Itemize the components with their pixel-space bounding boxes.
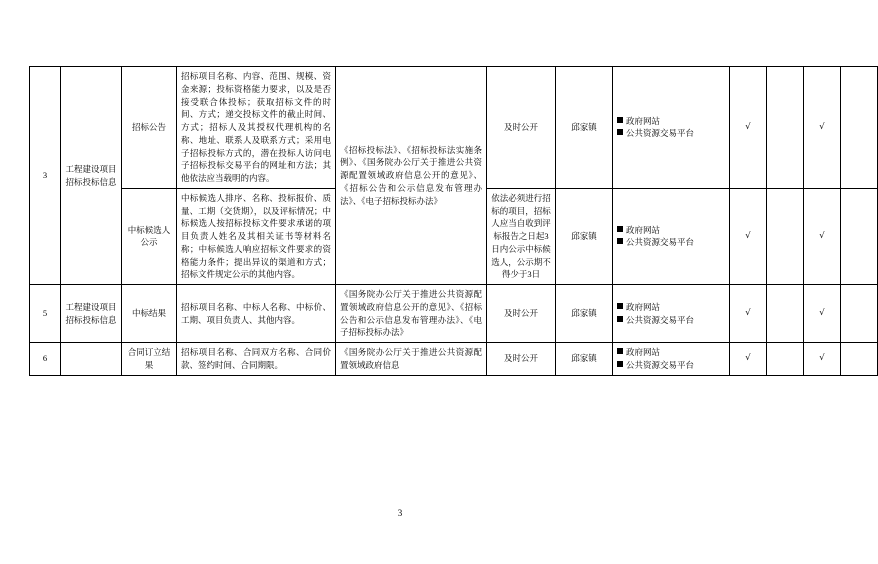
channel-item — [617, 225, 660, 235]
row-content: 招标项目名称、合同双方名称、合同价款、签约时间、合同期限。 — [177, 343, 336, 376]
channel-item — [617, 116, 660, 126]
mark-other — [841, 343, 878, 376]
mark-rep-meeting: √ — [804, 67, 841, 189]
mark-rep-meeting: √ — [804, 285, 841, 343]
row-category: 工程建设项目招标投标信息 — [61, 285, 122, 343]
mark-meeting — [767, 67, 804, 189]
row-item: 招标公告 — [122, 67, 177, 189]
table-row — [30, 285, 878, 343]
channel-label: 政府网站 — [626, 115, 661, 126]
row-channels — [613, 343, 730, 376]
row-channels — [613, 67, 730, 189]
channel-item — [617, 347, 660, 357]
row-time: 及时公开 — [487, 343, 556, 376]
mark-meeting — [767, 285, 804, 343]
mark-other — [841, 285, 878, 343]
channel-label: 政府网站 — [626, 347, 661, 357]
checkbox-filled-icon — [617, 316, 623, 322]
row-item: 中标结果 — [122, 285, 177, 343]
row-number: 3 — [30, 67, 61, 285]
channel-label: 公共资源交易平台 — [626, 237, 695, 248]
row-subject: 邱家镇 — [556, 343, 613, 376]
row-item: 中标候选人公示 — [122, 188, 177, 284]
mark-rep-meeting: √ — [804, 188, 841, 284]
mark-other — [841, 67, 878, 189]
checkbox-filled-icon — [617, 226, 623, 232]
row-number: 6 — [30, 343, 61, 376]
channel-label: 政府网站 — [626, 301, 661, 312]
checkbox-filled-icon — [617, 129, 623, 135]
row-number: 5 — [30, 285, 61, 343]
row-category — [61, 343, 122, 376]
channel-label: 公共资源交易平台 — [626, 359, 695, 370]
disclosure-table — [29, 66, 878, 376]
row-category: 工程建设项目招标投标信息 — [61, 67, 122, 285]
channel-label: 公共资源交易平台 — [626, 128, 695, 139]
mark-board: √ — [730, 343, 767, 376]
checkbox-filled-icon — [617, 361, 623, 367]
mark-meeting — [767, 188, 804, 284]
checkbox-filled-icon — [617, 303, 623, 309]
mark-board: √ — [730, 67, 767, 189]
row-item: 合同订立结果 — [122, 343, 177, 376]
row-channels — [613, 285, 730, 343]
row-channels — [613, 188, 730, 284]
channel-item — [617, 128, 694, 138]
channel-item — [617, 315, 694, 325]
mark-rep-meeting: √ — [804, 343, 841, 376]
row-subject: 邱家镇 — [556, 188, 613, 284]
row-basis: 《招标投标法》、《招标投标法实施条例》、《国务院办公厅关于推进公共资源配置领域政府信息公开的意见》、《招标公告和公示信息发布管理办法》、《电子招标投标办法》 — [336, 67, 487, 285]
row-basis: 《国务院办公厅关于推进公共资源配置领域政府信息公开的意见》、《招标公告和公示信息发布管理办法》、《电子招标投标办法》 — [336, 285, 487, 343]
row-subject: 邱家镇 — [556, 285, 613, 343]
channel-item — [617, 302, 660, 312]
mark-board: √ — [730, 285, 767, 343]
checkbox-filled-icon — [617, 348, 623, 354]
disclosure-table-wrapper — [29, 66, 825, 376]
row-time: 及时公开 — [487, 285, 556, 343]
channel-label: 政府网站 — [626, 224, 661, 235]
checkbox-filled-icon — [617, 117, 623, 123]
mark-meeting — [767, 343, 804, 376]
mark-other — [841, 188, 878, 284]
checkbox-filled-icon — [617, 238, 623, 244]
page-number: 3 — [397, 508, 403, 518]
table-row — [30, 343, 878, 376]
table-row — [30, 67, 878, 189]
channel-label: 公共资源交易平台 — [626, 314, 695, 325]
row-basis: 《国务院办公厅关于推进公共资源配置领域政府信息 — [336, 343, 487, 376]
row-content: 中标候选人排序、名称、投标报价、质量、工期（交货期），以及评标情况；中标候选人按招标投标文件要求承诺的项目负责人姓名及其相关证书等材料名称；中标候选人响应招标文件要求的资格能力条件；提出异议的渠道和方式；招标文件规定公示的其他内容。 — [177, 188, 336, 284]
row-content: 招标项目名称、中标人名称、中标价、工期、项目负责人、其他内容。 — [177, 285, 336, 343]
mark-board: √ — [730, 188, 767, 284]
row-content: 招标项目名称、内容、范围、规模、资金来源；投标资格能力要求，以及是否接受联合体投标；获取招标文件的时间、方式；递交投标文件的截止时间、方式；招标人及其授权代理机构的名称、地址、联系人及联系方式；采用电子招标投标方式的，潜在投标人访问电子招标投标交易平台的网址和方法；其他依法应当载明的内容。 — [177, 67, 336, 189]
row-time: 依法必须进行招标的项目，招标人应当自收到评标报告之日起3日内公示中标候选人，公示期不得少于3日 — [487, 188, 556, 284]
channel-item — [617, 237, 694, 247]
row-subject: 邱家镇 — [556, 67, 613, 189]
channel-item — [617, 360, 694, 370]
row-time: 及时公开 — [487, 67, 556, 189]
